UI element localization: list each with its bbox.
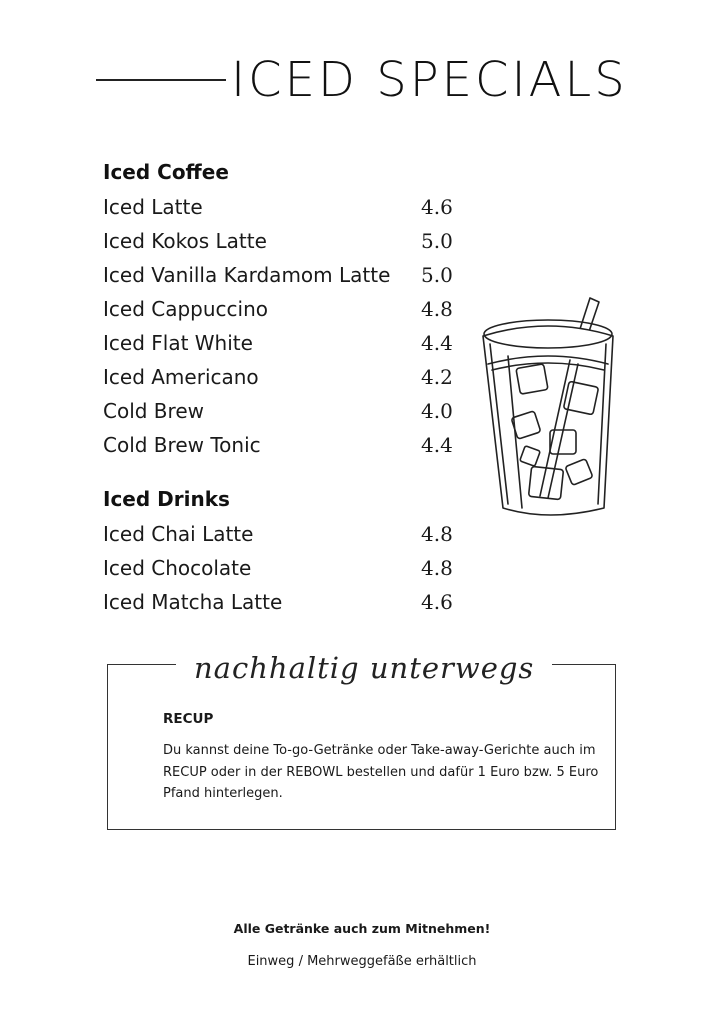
- item-price: 4.8: [421, 297, 453, 321]
- menu-item: [103, 362, 463, 396]
- item-price: 4.0: [421, 399, 453, 423]
- item-price: 4.2: [421, 365, 453, 389]
- item-price: 4.8: [421, 522, 453, 546]
- item-price: 4.6: [421, 195, 453, 219]
- item-name: Iced Matcha Latte: [103, 590, 283, 614]
- menu-item: [103, 294, 463, 328]
- item-name: Iced Chocolate: [103, 556, 252, 580]
- item-name: Iced Vanilla Kardamom Latte: [103, 263, 391, 287]
- menu-item: [103, 553, 463, 587]
- menu-item: [103, 192, 463, 226]
- item-name: Iced Cappuccino: [103, 297, 268, 321]
- recup-description: Du kannst deine To-go-Getränke oder Take-away-Gerichte auch im RECUP oder in der REBOWL bestellen und dafür 1 Euro bzw. 5 Euro Pfand hinterlegen.: [163, 743, 599, 801]
- menu-item: [103, 396, 463, 430]
- page-title: ICED SPECIALS: [231, 52, 628, 108]
- recup-label: RECUP: [163, 711, 214, 727]
- takeaway-note: Alle Getränke auch zum Mitnehmen!: [233, 921, 491, 936]
- item-name: Cold Brew Tonic: [103, 433, 261, 457]
- item-price: 4.8: [421, 556, 453, 580]
- item-price: 5.0: [421, 229, 453, 253]
- menu-item: [103, 430, 463, 464]
- item-price: 5.0: [421, 263, 453, 287]
- item-name: Cold Brew: [103, 399, 204, 423]
- section-title-iced-drinks: Iced Drinks: [103, 487, 230, 511]
- section-title-iced-coffee: Iced Coffee: [103, 160, 229, 184]
- menu-item: [103, 226, 463, 260]
- menu-item: [103, 328, 463, 362]
- iced-drink-glass-icon: [478, 286, 618, 526]
- menu-item: [103, 587, 463, 621]
- item-name: Iced Latte: [103, 195, 203, 219]
- header-rule: [96, 79, 226, 81]
- sustainability-heading: nachhaltig unterwegs: [176, 648, 552, 688]
- menu-item: [103, 260, 463, 294]
- menu-item: [103, 519, 463, 553]
- item-name: Iced Kokos Latte: [103, 229, 267, 253]
- containers-note: Einweg / Mehrweggefäße erhältlich: [247, 954, 477, 969]
- item-price: 4.4: [421, 331, 453, 355]
- item-name: Iced Americano: [103, 365, 259, 389]
- item-name: Iced Flat White: [103, 331, 253, 355]
- item-price: 4.6: [421, 590, 453, 614]
- item-name: Iced Chai Latte: [103, 522, 254, 546]
- item-price: 4.4: [421, 433, 453, 457]
